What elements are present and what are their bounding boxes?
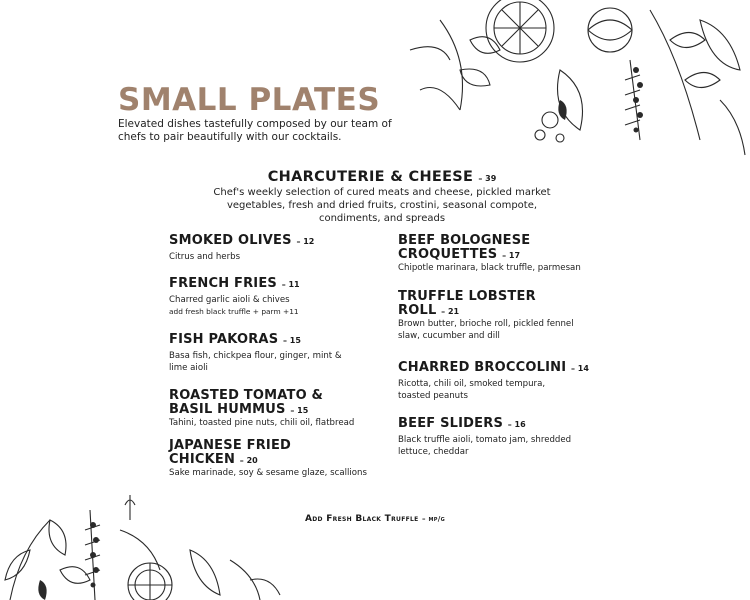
footer-text: Add Fresh Black Truffle (304, 514, 419, 524)
botanical-bottom-illustration-icon (0, 490, 300, 600)
menu-item (398, 234, 558, 263)
menu-item (169, 234, 389, 263)
menu-item-description-row (169, 467, 399, 479)
menu-item-name: FISH PAKORAS (169, 332, 279, 347)
page-title: SMALL PLATES (118, 82, 381, 118)
menu-item-price: – 15 (283, 336, 301, 345)
menu-item-description: Brown butter, brioche roll, pickled fennel slaw, cucumber and dill (398, 319, 574, 341)
menu-item-price: – 12 (296, 237, 315, 246)
featured-item-price: – 39 (478, 174, 497, 183)
menu-item-description: Citrus and herbs (169, 252, 241, 262)
menu-item-description: Sake marinade, soy & sesame glaze, scallions (169, 468, 367, 478)
menu-item-name: BEEF SLIDERS (398, 416, 504, 431)
menu-item-description: Basa fish, chickpea flour, ginger, mint & lime aioli (169, 351, 342, 373)
menu-item-name: FRENCH FRIES (169, 276, 277, 291)
menu-item-note: add fresh black truffle + parm +11 (169, 307, 299, 316)
menu-item-price: – 16 (507, 420, 526, 429)
menu-item-name: TRUFFLE LOBSTER ROLL (398, 289, 536, 318)
menu-item-price: – 14 (570, 364, 589, 373)
menu-item-name: SMOKED OLIVES (169, 233, 292, 248)
menu-item-price: – 15 (290, 406, 309, 415)
menu-item-description: Black truffle aioli, tomato jam, shredded lettuce, cheddar (398, 435, 572, 457)
menu-item-description: Charred garlic aioli & chives (169, 295, 290, 305)
menu-item-price: – 11 (281, 280, 300, 289)
menu-item (169, 277, 389, 317)
footer-price: – mp/g (421, 515, 446, 523)
menu-item (398, 290, 548, 319)
menu-item-description-row (398, 318, 583, 342)
botanical-top-illustration-icon (400, 0, 750, 160)
menu-item-description: Tahini, toasted pine nuts, chili oil, flatbread (169, 418, 355, 428)
featured-item (200, 166, 564, 225)
intro-text: Elevated dishes tastefully composed by our team of chefs to pair beautifully with our cocktails. (118, 118, 392, 143)
menu-item-price: – 17 (502, 251, 521, 260)
menu-item (169, 333, 389, 374)
menu-item (398, 417, 588, 458)
menu-item-name: CHARRED BROCCOLINI (398, 360, 567, 375)
truffle-addon-note (0, 514, 750, 524)
featured-item-name: CHARCUTERIE & CHEESE (267, 169, 474, 185)
menu-item-price: – 21 (441, 307, 460, 316)
menu-item-description-row (169, 417, 389, 429)
menu-item (398, 361, 608, 402)
menu-item (169, 439, 319, 468)
menu-item-description: Ricotta, chili oil, smoked tempura, toasted peanuts (398, 379, 546, 401)
menu-item-price: – 20 (239, 456, 258, 465)
menu-item-name: ROASTED TOMATO & BASIL HUMMUS (169, 388, 324, 417)
menu-item-name: JAPANESE FRIED CHICKEN (169, 438, 292, 467)
menu-item (169, 389, 329, 418)
featured-item-description: Chef's weekly selection of cured meats and cheese, pickled market vegetables, fresh and dried fruits, crostini, seasonal compote, condiments, and spreads (213, 187, 551, 224)
menu-item-description-row (398, 262, 598, 274)
menu-item-description: Chipotle marinara, black truffle, parmesan (398, 263, 581, 273)
menu-item-name: BEEF BOLOGNESE CROQUETTES (398, 233, 531, 262)
